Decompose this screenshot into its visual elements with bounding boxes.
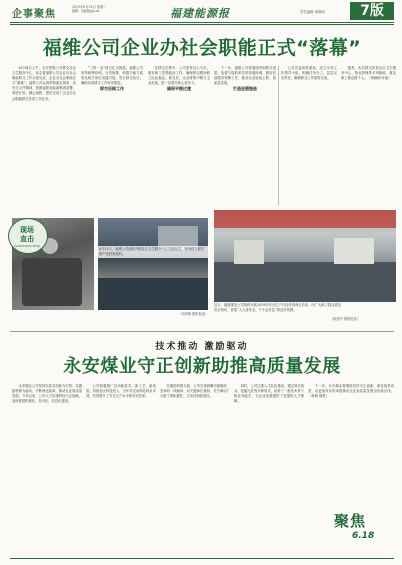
article-column (81, 66, 143, 214)
column-text: 在移交过程中，公司坚持以人为本，做好职工思想政治工作，确保移交期间职工队伍稳定。移交后，企业将集中精力主业发展，进一步提升核心竞争力。 (148, 66, 210, 86)
footer-rule (10, 558, 394, 559)
column-text: “三供一业”移交扎实推进。福维公司坚持统筹协调，分类施策，积极与地方政府及相关单位沟通对接，签订移交协议，确保各项移交工作有序推进。 (81, 66, 143, 86)
badge-label-bottom: 直击 (20, 235, 34, 243)
article-column (160, 384, 230, 554)
focus-date: 6.18 (352, 531, 375, 541)
newspaper-brand: 福建能源报 (170, 7, 230, 20)
article-column (281, 66, 337, 196)
kicker-headline: 技术推动 激励驱动 (155, 342, 249, 352)
issue-meta (72, 5, 132, 14)
article-column (214, 66, 276, 206)
issue-email: 编辑：lj@fjtyjs.cn (72, 9, 100, 14)
article-column (308, 384, 394, 504)
column-text: 据悉，本次移交涉及社区卫生服务中心、物业管理等多项职能，惠及职工群众数千人。（徐晓明 叶丽） (341, 66, 396, 81)
column-text: 下一步，福维公司将继续巩固移交成果，加强与接收单位的沟通协调，做好后续服务保障工作，推动企业轻装上阵、高质量发展。 (214, 66, 276, 86)
column-text: 在激励机制方面，公司完善薪酬分配制度，坚持向一线倾斜、向关键岗位倾斜，充分调动广大职工的积极性、主动性和创造性。 (160, 384, 230, 399)
column-text: 公司积极推广应用新技术、新工艺、新装备，持续加大科技投入，全年共完成科技项目多项，有效提升了安全生产水平和劳动效率。 (86, 384, 156, 399)
article-column (234, 384, 304, 554)
page-number: 7版 (350, 2, 394, 20)
section-title: 企事聚焦 (12, 9, 56, 20)
second-headline: 永安煤业守正创新助推高质量发展 (63, 356, 341, 377)
photo-caption: 6月15日，福维公司组织开展社区卫生服务中心交接仪式，现场移交相关资产及档案资料。 (98, 246, 208, 258)
issue-date: 2019年6月18日 星期二 (72, 5, 107, 9)
badge-label-top: 现场 (20, 226, 34, 234)
header-rule (10, 22, 394, 23)
photo-credit: （吴明峰 摄影报道） (178, 312, 208, 316)
article-column (86, 384, 156, 554)
subheading: 移交后续工作 (100, 86, 124, 92)
article-column (12, 66, 76, 214)
column-divider (278, 66, 279, 206)
photo-credit: （陈建华 摄影报道） (330, 317, 360, 321)
column-text: 6月14日上午，永安智胜公司移交社区卫生服务中心，标志着福维公司企业办社会职能移交工作全部完成，企业办社会职能正式“落幕”。福维公司认真贯彻落实国家、省有关文件精神，按照福建省能源集团部署，周密计划、精心组织，按时完成了企业办社会职能移交各项工作任务。 (12, 66, 76, 101)
badge-subtitle: XIANCHANG ZHIJI (14, 245, 40, 248)
news-photo-handover (98, 218, 208, 310)
main-headline: 福维公司企业办社会职能正式“落幕” (42, 37, 362, 59)
column-text: 永安煤业公司坚持以技术创新为引领，以激励机制为驱动，不断深化改革，推动企业高质量发展。今年以来，公司大力实施科技兴企战略，加快推进机械化、自动化、信息化建设。 (12, 384, 82, 404)
subheading: 确保平稳过渡 (167, 86, 191, 92)
column-text: 同时，公司注重人才队伍建设，通过岗位练兵、技能比武等多种形式，培养了一批技术骨干和业务能手，为企业发展提供了坚强的人才保障。 (234, 384, 304, 404)
article-column (148, 66, 210, 214)
column-text: 公司党委高度重视，成立专项工作领导小组，明确任务分工，层层压实责任，确保移交工作按时完成。 (281, 66, 337, 81)
news-photo-safety-event (214, 210, 396, 302)
column-text: 下一步，永安煤业将继续坚持守正创新，深化改革攻坚，以更加务实的举措推动企业高质量发展迈出新步伐。（林海 陈思） (308, 384, 394, 399)
editor-line: 责任编辑 徐晓明 (300, 10, 325, 14)
article-column (341, 66, 396, 196)
photo-caption: 近日，福建煤电公司组织开展2019年安全生产月宣传咨询日活动，向广大职工群众普及安全知识，营造“人人讲安全、个个会应急”的良好氛围。 (214, 303, 342, 312)
article-column (12, 384, 82, 554)
focus-logo: 聚焦 (334, 512, 367, 530)
section-divider (10, 331, 394, 332)
header-rule-thin (10, 24, 394, 25)
subheading: 打造坚强堡垒 (233, 86, 257, 92)
